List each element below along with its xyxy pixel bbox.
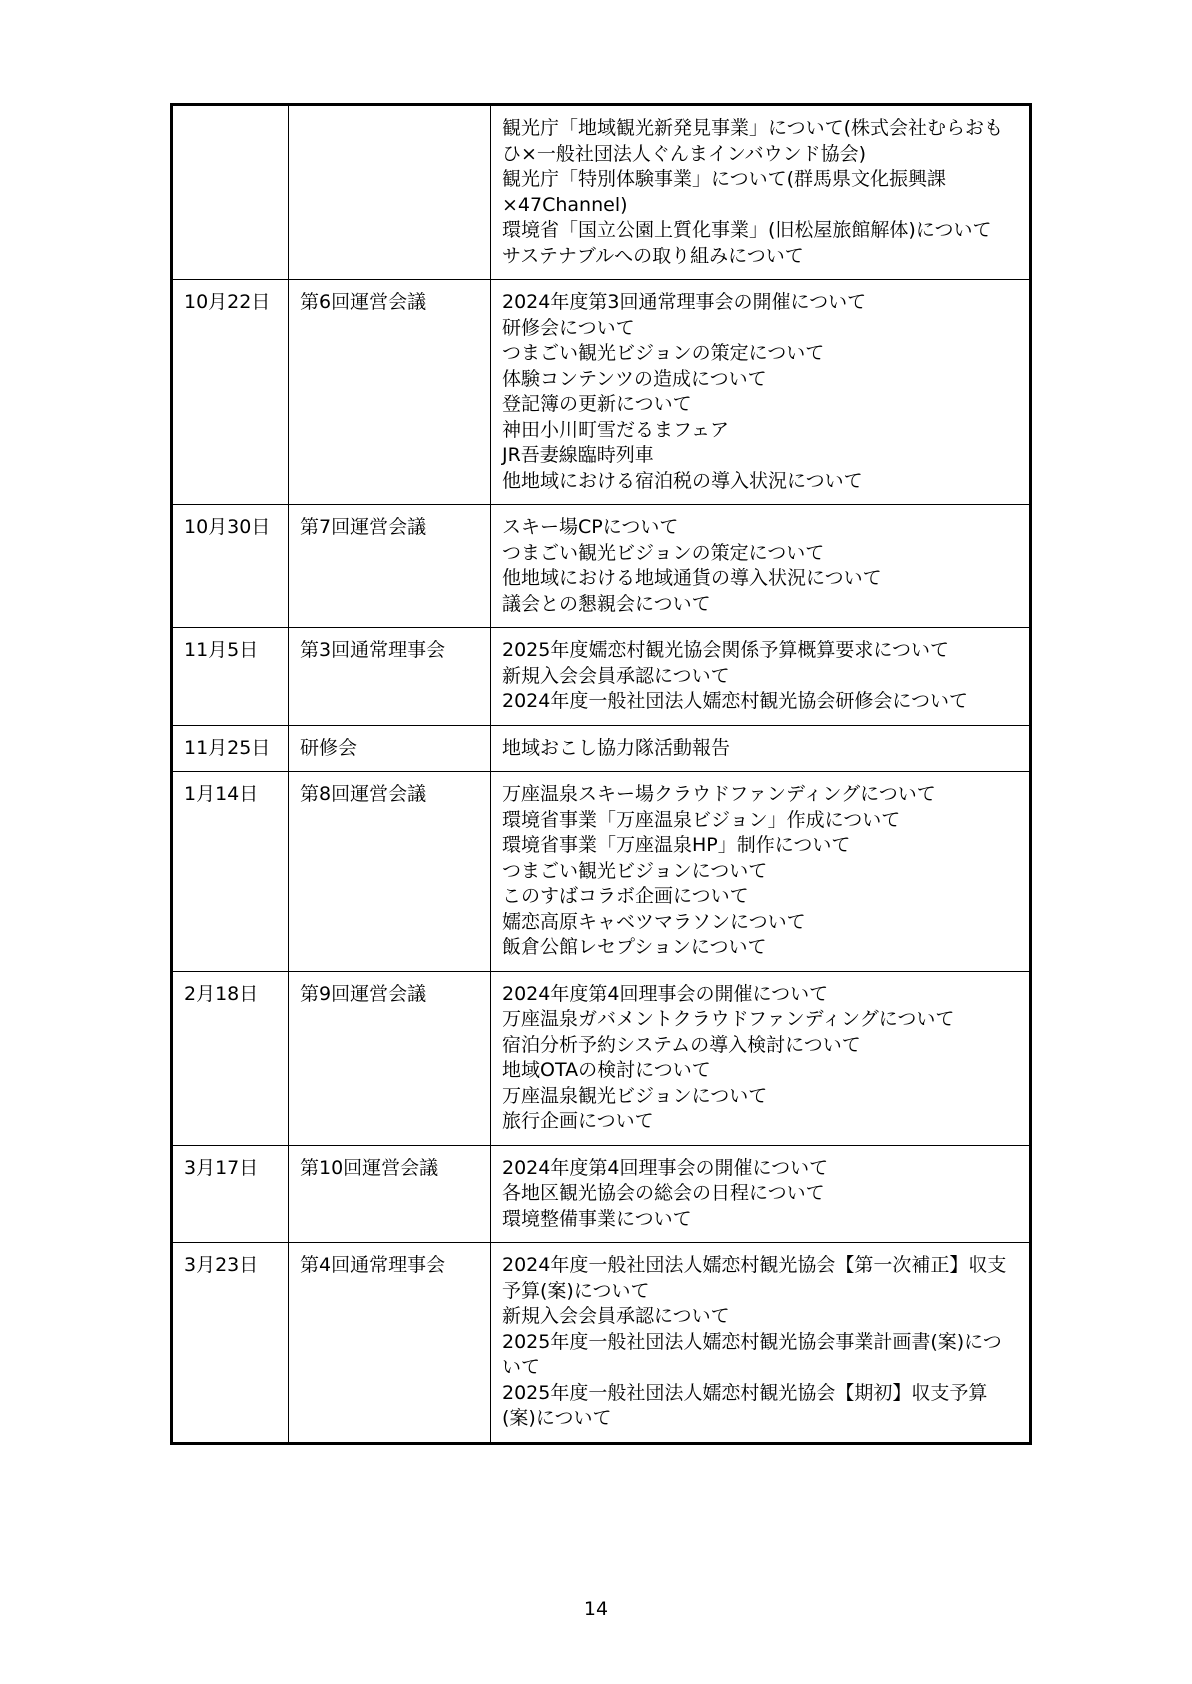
agenda-item: スキー場CPについて (502, 516, 679, 538)
agenda-item: 万座温泉観光ビジョンについて (502, 1084, 768, 1107)
table-row (172, 505, 1031, 628)
table-row (172, 725, 1031, 772)
table-body (172, 105, 1031, 1444)
agenda-item: 新規入会会員承認について (502, 1305, 730, 1327)
meeting-cell: 第4回通常理事会 (289, 1243, 491, 1444)
agenda-item: 他地域における宿泊税の導入状況について (502, 469, 863, 492)
agenda-item: 研修会について (502, 316, 635, 339)
agenda-item: このすばコラボ企画について (502, 885, 749, 907)
agenda-cell (491, 105, 1031, 280)
agenda-item: 旅行企画について (502, 1110, 654, 1132)
agenda-cell (491, 1243, 1031, 1444)
table-row (172, 1243, 1031, 1444)
page-number: 14 (583, 1598, 609, 1620)
agenda-cell (491, 628, 1031, 726)
agenda-item: つまごい観光ビジョンについて (502, 859, 768, 882)
agenda-item: 2024年度第3回通常理事会の開催について (502, 291, 867, 313)
agenda-item: 万座温泉スキー場クラウドファンディングについて (502, 783, 936, 805)
agenda-item: サステナブルへの取り組みについて (502, 244, 804, 267)
agenda-item: つまごい観光ビジョンの策定について (502, 541, 825, 564)
meeting-cell (289, 105, 491, 280)
meeting-cell: 第8回運営会議 (289, 772, 491, 972)
table-row (172, 971, 1031, 1145)
agenda-item: 議会との懇親会について (502, 592, 711, 615)
meeting-cell: 第10回運営会議 (289, 1145, 491, 1243)
agenda-item: 2025年度一般社団法人嬬恋村観光協会事業計画書(案)について (502, 1330, 1002, 1378)
meeting-cell: 研修会 (289, 725, 491, 772)
agenda-item: 地域OTAの検討について (502, 1059, 711, 1081)
date-cell: 3月23日 (172, 1243, 289, 1444)
agenda-item: 観光庁「特別体験事業」について(群馬県文化振興課×47Channel) (502, 168, 947, 216)
agenda-item: つまごい観光ビジョンの策定について (502, 342, 825, 364)
date-cell: 3月17日 (172, 1145, 289, 1243)
meeting-cell: 第3回通常理事会 (289, 628, 491, 726)
date-cell: 1月14日 (172, 772, 289, 972)
agenda-item: 2024年度第4回理事会の開催について (502, 1156, 829, 1179)
agenda-cell (491, 772, 1031, 972)
agenda-cell (491, 505, 1031, 628)
agenda-item: 万座温泉ガバメントクラウドファンディングについて (502, 1008, 955, 1030)
agenda-item: 環境省事業「万座温泉ビジョン」作成について (502, 808, 901, 831)
date-cell: 10月30日 (172, 505, 289, 628)
agenda-item: JR吾妻線臨時列車 (502, 444, 654, 466)
agenda-cell (491, 725, 1031, 772)
date-cell: 11月5日 (172, 628, 289, 726)
table-row (172, 628, 1031, 726)
agenda-item: 環境整備事業について (502, 1207, 692, 1230)
agenda-cell (491, 971, 1031, 1145)
table-row (172, 772, 1031, 972)
meeting-schedule-table (170, 103, 1032, 1445)
agenda-item: 観光庁「地域観光新発見事業」について(株式会社むらおもひ×一般社団法人ぐんまインバウンド協会) (502, 117, 1004, 165)
agenda-item: 2024年度一般社団法人嬬恋村観光協会研修会について (502, 690, 968, 712)
agenda-item: 環境省「国立公園上質化事業」(旧松屋旅館解体)について (502, 219, 992, 241)
table-row (172, 1145, 1031, 1243)
agenda-item: 宿泊分析予約システムの導入検討について (502, 1033, 861, 1056)
date-cell: 11月25日 (172, 725, 289, 772)
date-cell: 10月22日 (172, 280, 289, 505)
agenda-item: 2025年度嬬恋村観光協会関係予算概算要求について (502, 639, 949, 661)
agenda-item: 2024年度第4回理事会の開催について (502, 982, 829, 1005)
agenda-cell (491, 280, 1031, 505)
meeting-cell: 第6回運営会議 (289, 280, 491, 505)
table-row (172, 105, 1031, 280)
agenda-item: 神田小川町雪だるまフェア (502, 418, 730, 441)
agenda-item: 新規入会会員承認について (502, 664, 730, 687)
date-cell (172, 105, 289, 280)
table-row (172, 280, 1031, 505)
meeting-cell: 第9回運営会議 (289, 971, 491, 1145)
agenda-item: 嬬恋高原キャベツマラソンについて (502, 910, 806, 933)
agenda-item: 各地区観光協会の総会の日程について (502, 1182, 825, 1204)
meeting-cell: 第7回運営会議 (289, 505, 491, 628)
agenda-cell (491, 1145, 1031, 1243)
agenda-item: 他地域における地域通貨の導入状況について (502, 567, 882, 589)
agenda-item: 地域おこし協力隊活動報告 (502, 736, 731, 759)
agenda-item: 環境省事業「万座温泉HP」制作について (502, 834, 851, 856)
agenda-item: 2024年度一般社団法人嬬恋村観光協会【第一次補正】収支予算(案)について (502, 1254, 1007, 1302)
agenda-item: 体験コンテンツの造成について (502, 367, 767, 390)
agenda-item: 飯倉公館レセプションについて (502, 936, 767, 958)
agenda-item: 登記簿の更新について (502, 393, 692, 415)
date-cell: 2月18日 (172, 971, 289, 1145)
agenda-item: 2025年度一般社団法人嬬恋村観光協会【期初】収支予算(案)について (502, 1381, 988, 1429)
